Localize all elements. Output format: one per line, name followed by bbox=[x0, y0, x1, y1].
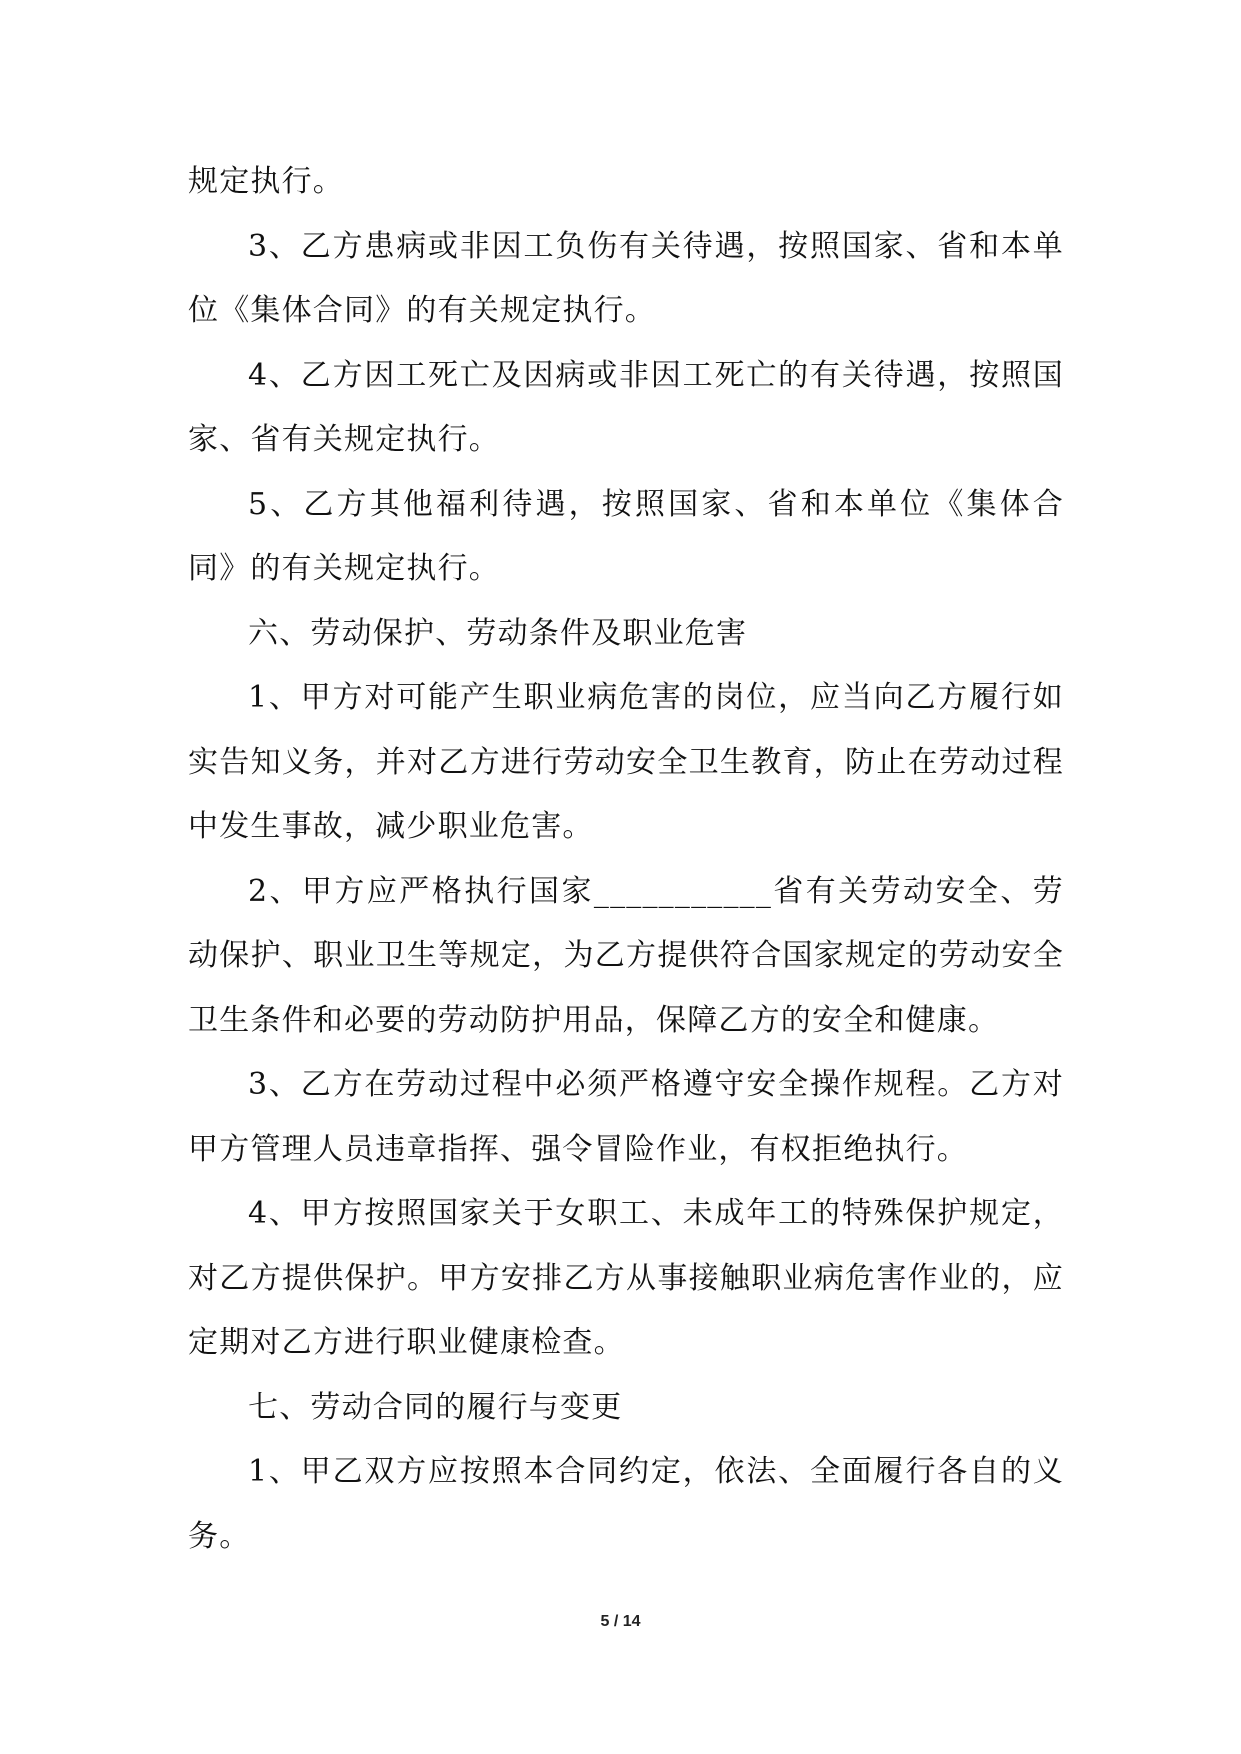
paragraph-item: 5、乙方其他福利待遇，按照国家、省和本单位《集体合同》的有关规定执行。 bbox=[188, 486, 1064, 586]
page-number: 5 / 14 bbox=[600, 1613, 641, 1630]
paragraph-item: 4、甲方按照国家关于女职工、未成年工的特殊保护规定，对乙方提供保护。甲方安排乙方从事接触职业病危害作业的，应定期对乙方进行职业健康检查。 bbox=[188, 1196, 1064, 1360]
paragraph-item: 2、甲方应严格执行国家___________省有关劳动安全、劳动保护、职业卫生等规定，为乙方提供符合国家规定的劳动安全卫生条件和必要的劳动防护用品，保障乙方的安全和健康。 bbox=[188, 873, 1064, 1038]
paragraph-item: 1、甲乙双方应按照本合同约定，依法、全面履行各自的义务。 bbox=[188, 1454, 1064, 1554]
paragraph-continuation: 规定执行。 bbox=[188, 164, 344, 199]
paragraph-item: 3、乙方患病或非因工负伤有关待遇，按照国家、省和本单位《集体合同》的有关规定执行。 bbox=[188, 228, 1064, 328]
paragraph-item: 4、乙方因工死亡及因病或非因工死亡的有关待遇，按照国家、省有关规定执行。 bbox=[188, 357, 1064, 457]
section-heading: 七、劳动合同的履行与变更 bbox=[248, 1389, 623, 1425]
document-body bbox=[188, 150, 1064, 1569]
section-heading: 六、劳动保护、劳动条件及职业危害 bbox=[248, 615, 748, 651]
paragraph-item: 3、乙方在劳动过程中必须严格遵守安全操作规程。乙方对甲方管理人员违章指挥、强令冒险作业，有权拒绝执行。 bbox=[188, 1067, 1064, 1167]
paragraph-item: 1、甲方对可能产生职业病危害的岗位，应当向乙方履行如实告知义务，并对乙方进行劳动安全卫生教育，防止在劳动过程中发生事故，减少职业危害。 bbox=[188, 680, 1064, 844]
